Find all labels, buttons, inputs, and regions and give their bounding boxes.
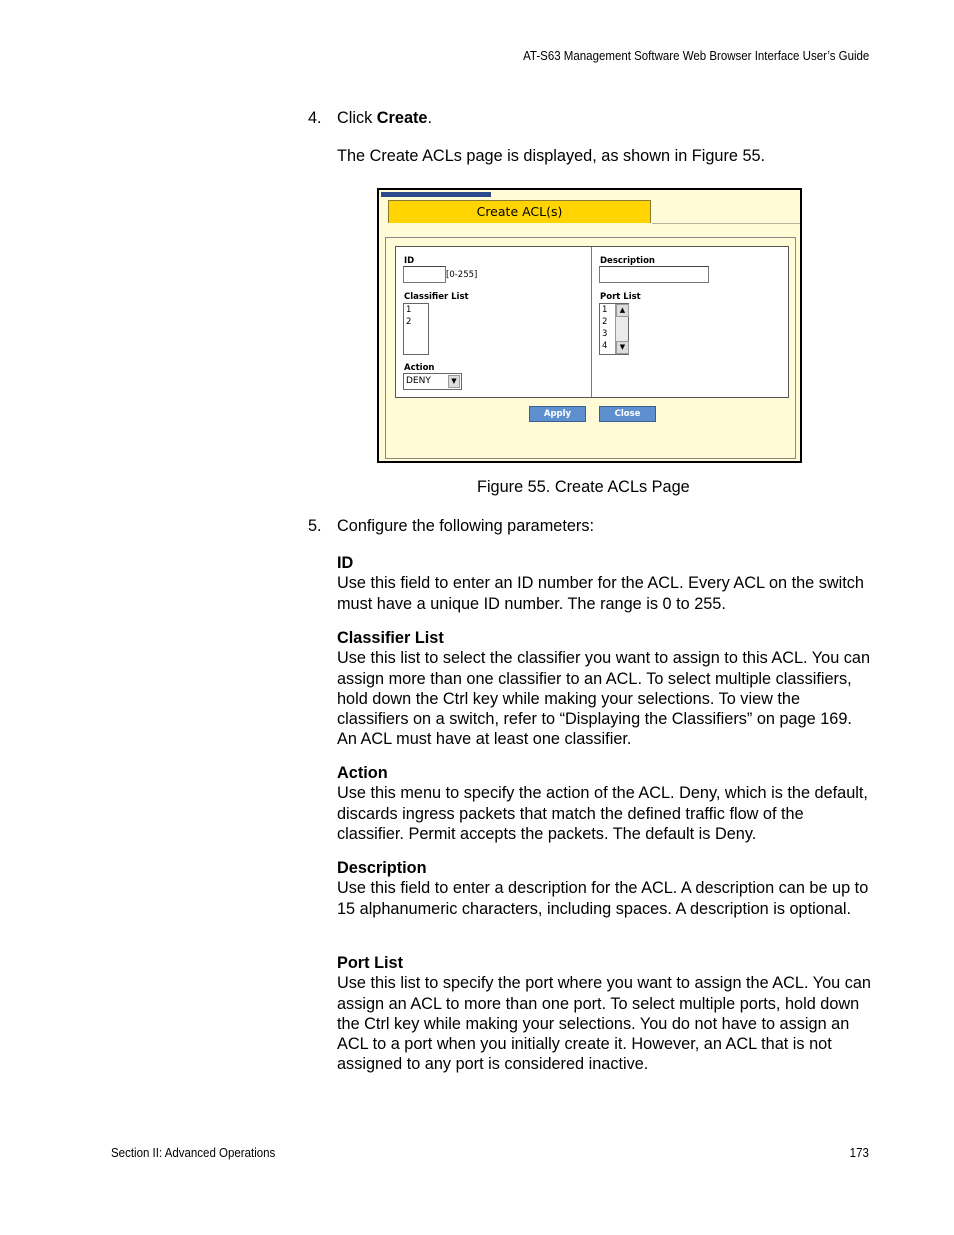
param-description bbox=[337, 858, 872, 919]
scroll-up-icon[interactable]: ▲ bbox=[616, 304, 629, 317]
apply-button[interactable]: Apply bbox=[529, 406, 586, 422]
create-acls-figure bbox=[377, 188, 802, 463]
param-title: Description bbox=[337, 859, 427, 877]
port-list-scrollbar[interactable] bbox=[615, 304, 628, 354]
page-number: 173 bbox=[849, 1146, 869, 1160]
param-id bbox=[337, 553, 872, 614]
description-label: Description bbox=[600, 256, 655, 266]
param-classifier-list bbox=[337, 628, 872, 750]
description-input[interactable] bbox=[599, 266, 709, 283]
action-select[interactable] bbox=[403, 373, 462, 390]
classifier-list-label: Classifier List bbox=[404, 292, 469, 302]
form-panel bbox=[385, 237, 796, 459]
step-number: 5. bbox=[308, 517, 322, 535]
list-item[interactable]: 2 bbox=[406, 317, 412, 327]
list-item[interactable]: 3 bbox=[602, 329, 608, 339]
param-title: Action bbox=[337, 764, 388, 782]
tab-stripe bbox=[381, 192, 491, 197]
tab-create-acls[interactable]: Create ACL(s) bbox=[388, 200, 651, 223]
action-selected-value: DENY bbox=[406, 376, 431, 386]
step-text-pre: Click bbox=[337, 109, 377, 127]
scroll-down-icon[interactable]: ▼ bbox=[616, 341, 629, 354]
port-list-label: Port List bbox=[600, 292, 641, 302]
form-fields-box bbox=[395, 246, 789, 398]
param-title: ID bbox=[337, 554, 354, 572]
column-divider bbox=[591, 247, 592, 397]
param-action bbox=[337, 763, 872, 844]
close-button[interactable]: Close bbox=[599, 406, 656, 422]
id-range-hint: [0-255] bbox=[446, 270, 478, 280]
param-description: Use this menu to specify the action of the ACL. Deny, which is the default, discards ingress packets that match the defined traffic flow of the classifier. Permit accepts the packets. The default is Deny. bbox=[337, 784, 868, 843]
chevron-down-icon[interactable]: ▼ bbox=[448, 375, 460, 388]
footer-section: Section II: Advanced Operations bbox=[111, 1146, 276, 1160]
list-item[interactable]: 1 bbox=[406, 305, 412, 315]
id-input[interactable] bbox=[403, 266, 446, 283]
port-listbox[interactable] bbox=[599, 303, 629, 355]
step-text-post: . bbox=[427, 109, 433, 127]
param-description-text: Use this field to enter a description for the ACL. A description can be up to 15 alphanumeric characters, including spaces. A description is optional. bbox=[337, 879, 869, 918]
id-label: ID bbox=[404, 256, 415, 266]
list-item[interactable]: 4 bbox=[602, 341, 608, 351]
action-label: Action bbox=[404, 363, 435, 373]
step-text bbox=[337, 108, 432, 128]
param-title: Port List bbox=[337, 954, 404, 972]
param-description: Use this list to select the classifier you want to assign to this ACL. You can assign more than one classifier to an ACL. To select multiple classifiers, hold down the Ctrl key while making your selections. To view the classifiers on a switch, refer to “Displaying the Classifiers” on page 169. An ACL must have at least one classifier. bbox=[337, 649, 871, 749]
param-port-list bbox=[337, 953, 872, 1075]
list-item[interactable]: 1 bbox=[602, 305, 608, 315]
param-title: Classifier List bbox=[337, 629, 444, 647]
create-keyword: Create bbox=[376, 109, 428, 127]
step-text: Configure the following parameters: bbox=[337, 517, 595, 535]
figure-caption: Figure 55. Create ACLs Page bbox=[477, 478, 690, 496]
param-description: Use this field to enter an ID number for the ACL. Every ACL on the switch must have a unique ID number. The range is 0 to 255. bbox=[337, 574, 864, 613]
step-number: 4. bbox=[308, 109, 322, 127]
step-4-paragraph: The Create ACLs page is displayed, as shown in Figure 55. bbox=[337, 147, 766, 165]
tab-divider bbox=[652, 223, 800, 224]
param-description: Use this list to specify the port where you want to assign the ACL. You can assign an ACL to more than one port. To select multiple ports, hold down the Ctrl key while making your selections. You do not have to assign an ACL to a port when you initially create it. However, an ACL that is not assigned to any port is considered inactive. bbox=[337, 974, 871, 1074]
running-header: AT-S63 Management Software Web Browser Interface User’s Guide bbox=[522, 49, 869, 63]
list-item[interactable]: 2 bbox=[602, 317, 608, 327]
classifier-listbox[interactable] bbox=[403, 303, 429, 355]
